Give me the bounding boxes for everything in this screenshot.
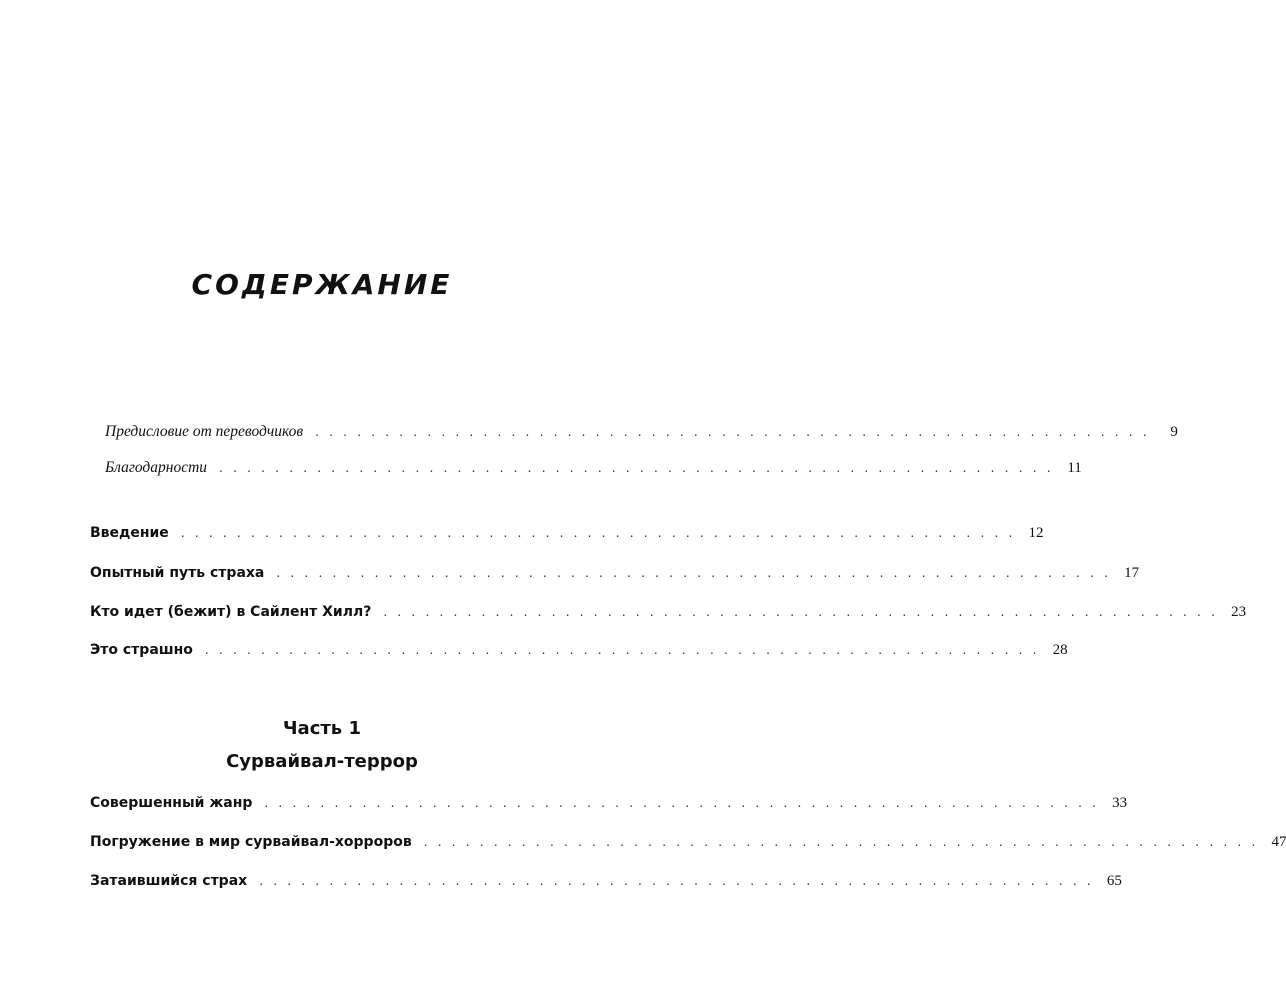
toc-entry-label: Предисловие от переводчиков <box>105 423 304 440</box>
toc-page-number: 9 <box>1170 424 1178 440</box>
toc-entry-label: Опытный путь страха <box>90 565 265 581</box>
dot-leader: . . . . . . . . . . . . . . . . . . . . . . . . . . . . . . . . . . . . . . . . . . . . . . . . . . . . . . . . . . . . <box>423 835 1259 849</box>
dot-leader: . . . . . . . . . . . . . . . . . . . . . . . . . . . . . . . . . . . . . . . . . . . . . . . . . . . . . . . . . . . . <box>180 526 1016 540</box>
toc-page-number: 23 <box>1231 604 1247 620</box>
toc-entry-label: Это страшно <box>90 642 193 658</box>
toc-entry-acknowledgements[interactable] <box>105 459 1082 477</box>
toc-entry-label: Затаившийся страх <box>90 873 248 889</box>
dot-leader: . . . . . . . . . . . . . . . . . . . . . . . . . . . . . . . . . . . . . . . . . . . . . . . . . . . . . . . . . . . . <box>276 566 1112 580</box>
dot-leader: . . . . . . . . . . . . . . . . . . . . . . . . . . . . . . . . . . . . . . . . . . . . . . . . . . . . . . . . . . . . <box>204 643 1040 657</box>
toc-page-number: 17 <box>1124 565 1140 581</box>
toc-entry-chapter[interactable] <box>90 604 1247 621</box>
dot-leader: . . . . . . . . . . . . . . . . . . . . . . . . . . . . . . . . . . . . . . . . . . . . . . . . . . . . . . . . . . . . <box>259 874 1094 888</box>
toc-page-number: 12 <box>1028 525 1044 541</box>
dot-leader: . . . . . . . . . . . . . . . . . . . . . . . . . . . . . . . . . . . . . . . . . . . . . . . . . . . . . . . . . . . . <box>383 605 1219 619</box>
toc-entry-foreword[interactable] <box>105 423 1178 441</box>
toc-entry-introduction[interactable] <box>90 525 1044 542</box>
toc-entry-label: Совершенный жанр <box>90 795 253 811</box>
toc-page-number: 65 <box>1106 873 1122 889</box>
toc-entry-label: Благодарности <box>105 459 208 476</box>
dot-leader: . . . . . . . . . . . . . . . . . . . . . . . . . . . . . . . . . . . . . . . . . . . . . . . . . . . . . . . . . . . . <box>219 461 1054 475</box>
toc-entry-chapter[interactable] <box>90 795 1128 812</box>
toc-page-number: 28 <box>1052 642 1068 658</box>
dot-leader: . . . . . . . . . . . . . . . . . . . . . . . . . . . . . . . . . . . . . . . . . . . . . . . . . . . . . . . . . . . . <box>315 425 1150 439</box>
toc-entry-chapter[interactable] <box>90 873 1122 890</box>
toc-entry-chapter[interactable] <box>90 565 1140 582</box>
toc-page-number: 47 <box>1271 834 1286 850</box>
toc-entry-chapter[interactable] <box>90 642 1068 659</box>
part-title-heading: Сурвайвал-террор <box>226 751 418 772</box>
toc-page-number: 33 <box>1112 795 1128 811</box>
toc-entry-chapter[interactable] <box>90 834 1286 851</box>
part-number-heading: Часть 1 <box>283 718 361 739</box>
toc-entry-label: Погружение в мир сурвайвал-хорроров <box>90 834 412 850</box>
toc-page-number: 11 <box>1067 460 1082 476</box>
toc-entry-label: Введение <box>90 525 169 541</box>
dot-leader: . . . . . . . . . . . . . . . . . . . . . . . . . . . . . . . . . . . . . . . . . . . . . . . . . . . . . . . . . . . . <box>264 796 1100 810</box>
toc-entry-label: Кто идет (бежит) в Сайлент Хилл? <box>90 604 372 620</box>
page-title: СОДЕРЖАНИЕ <box>191 268 453 301</box>
